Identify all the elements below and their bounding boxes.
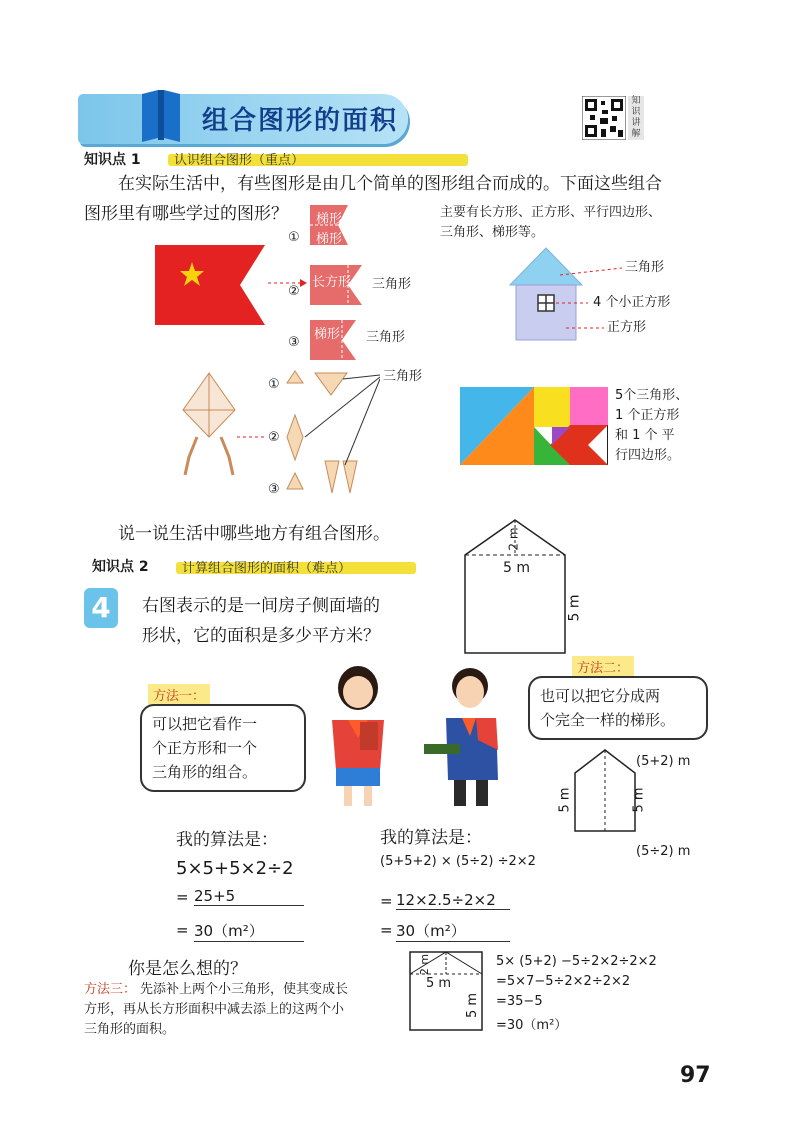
method2-bubble-line-1: 也可以把它分成两 [540, 687, 661, 705]
boy-illustration [418, 660, 508, 810]
tangram-line-3: 和 1 个 平 [615, 428, 675, 443]
flag-num-2: ② [288, 284, 300, 299]
flag-rect: 长方形 [312, 275, 352, 290]
kite-num-3: ③ [268, 482, 280, 497]
tangram-line-1: 5个三角形、 [615, 388, 689, 403]
method3-calc-1: 5× (5+2) −5÷2×2÷2×2 [496, 954, 657, 969]
qr-tag: 知识讲解 [628, 96, 644, 140]
method2-mine: 我的算法是： [380, 828, 482, 848]
method1-bubble-line-1: 可以把它看作一 [152, 715, 258, 733]
page-number: 97 [680, 1063, 711, 1088]
method2-top-label: (5+2) m [636, 754, 691, 769]
method3-ask: 你是怎么想的？ [128, 959, 247, 979]
method1-bubble-line-2: 个正方形和一个 [152, 739, 258, 757]
method2-step-1: 12×2.5÷2×2 [396, 891, 510, 910]
kp2-label: 知识点 2 [92, 559, 149, 575]
flag-num-1: ① [288, 230, 300, 245]
method1-tag: 方法一： [148, 684, 210, 705]
tangram-line-2: 1 个正方形 [615, 408, 680, 423]
example-number: 4 [84, 588, 118, 628]
method3-tri-height: 2 m [418, 953, 432, 976]
method2-step-2: 30（m²） [396, 920, 510, 942]
method3-desc-2: 方形，再从长方形面积中减去添上的这两个小 [84, 1002, 345, 1017]
example-q-1: 右图表示的是一间房子侧面墙的 [142, 596, 380, 616]
intro-note-2: 三角形、梯形等。 [440, 225, 545, 240]
method1-step-1: 25+5 [194, 887, 304, 906]
method3-calc-4: =30（m²） [496, 1018, 568, 1033]
flag-tri-2: 三角形 [372, 277, 412, 292]
method1-mine: 我的算法是： [176, 830, 278, 850]
method2-bottom-label: (5÷2) m [636, 844, 691, 859]
intro-note-1: 主要有长方形、正方形、平行四边形、 [440, 205, 662, 220]
example-q-2: 形状，它的面积是多少平方米？ [142, 626, 380, 646]
kite-tri-label: 三角形 [383, 369, 423, 384]
kp1-label: 知识点 1 [84, 152, 141, 168]
method2-side-left: 5 m [557, 787, 573, 813]
kp1-text: 认识组合图形（重点） [174, 153, 305, 168]
method1-eq-1: = [176, 888, 189, 906]
intro-line-1: 在实际生活中，有些图形是由几个简单的图形组合而成的。下面这些组合 [118, 174, 662, 194]
method2-side-right: 5 m [631, 787, 647, 813]
think-prompt: 说一说生活中哪些地方有组合图形。 [118, 524, 390, 544]
method3-desc-3: 三角形的面积。 [84, 1022, 176, 1037]
method3-calc-3: =35−5 [496, 994, 543, 1009]
book-icon [138, 86, 184, 146]
flag-num-3: ③ [288, 335, 300, 350]
method2-eq-1: = [380, 892, 393, 910]
method2-bubble-line-2: 个完全一样的梯形。 [540, 711, 676, 729]
qr-code-icon[interactable] [582, 96, 626, 140]
flag-tri-3: 三角形 [366, 330, 406, 345]
flag-trap-3: 梯形 [314, 327, 341, 342]
method1-bubble [140, 704, 306, 792]
tangram-diagram [460, 387, 608, 465]
method3-calc-2: =5×7−5÷2×2÷2×2 [496, 974, 631, 989]
method1-expr: 5×5+5×2÷2 [176, 858, 294, 879]
wall-tri-height: 2 m [506, 527, 521, 551]
method2-expr: (5+5+2) × (5÷2) ÷2×2 [380, 854, 536, 869]
house-squares-label: 4 个小正方形 [593, 295, 671, 310]
method3-desc-1: 先添补上两个小三角形，使其变成长 [140, 982, 349, 997]
flag-trap-bottom: 梯形 [316, 232, 343, 247]
tangram-line-4: 行四边形。 [615, 448, 681, 463]
wall-width: 5 m [503, 560, 530, 576]
girl-illustration [318, 660, 398, 810]
kp2-text: 计算组合图形的面积（难点） [182, 561, 352, 576]
method1-bubble-line-3: 三角形的组合。 [152, 763, 258, 781]
method3-width: 5 m [426, 976, 452, 991]
house-tri-label: 三角形 [625, 260, 665, 275]
method1-step-2: 30（m²） [194, 920, 304, 942]
method2-bubble [528, 676, 708, 740]
kite-num-1: ① [268, 377, 280, 392]
method2-eq-2: = [380, 921, 393, 939]
method3-tag: 方法三： [84, 982, 137, 997]
red-flag-shape [155, 245, 265, 325]
kite-num-2: ② [268, 430, 280, 445]
method1-eq-2: = [176, 921, 189, 939]
flag-trap-top: 梯形 [316, 212, 343, 227]
method3-height: 5 m [465, 992, 481, 1019]
house-square-label: 正方形 [607, 320, 647, 335]
method2-tag: 方法二： [572, 656, 634, 677]
page-title: 组合图形的面积 [202, 106, 399, 136]
wall-height: 5 m [566, 594, 583, 622]
intro-line-2: 图形里有哪些学过的图形？ [84, 204, 288, 224]
